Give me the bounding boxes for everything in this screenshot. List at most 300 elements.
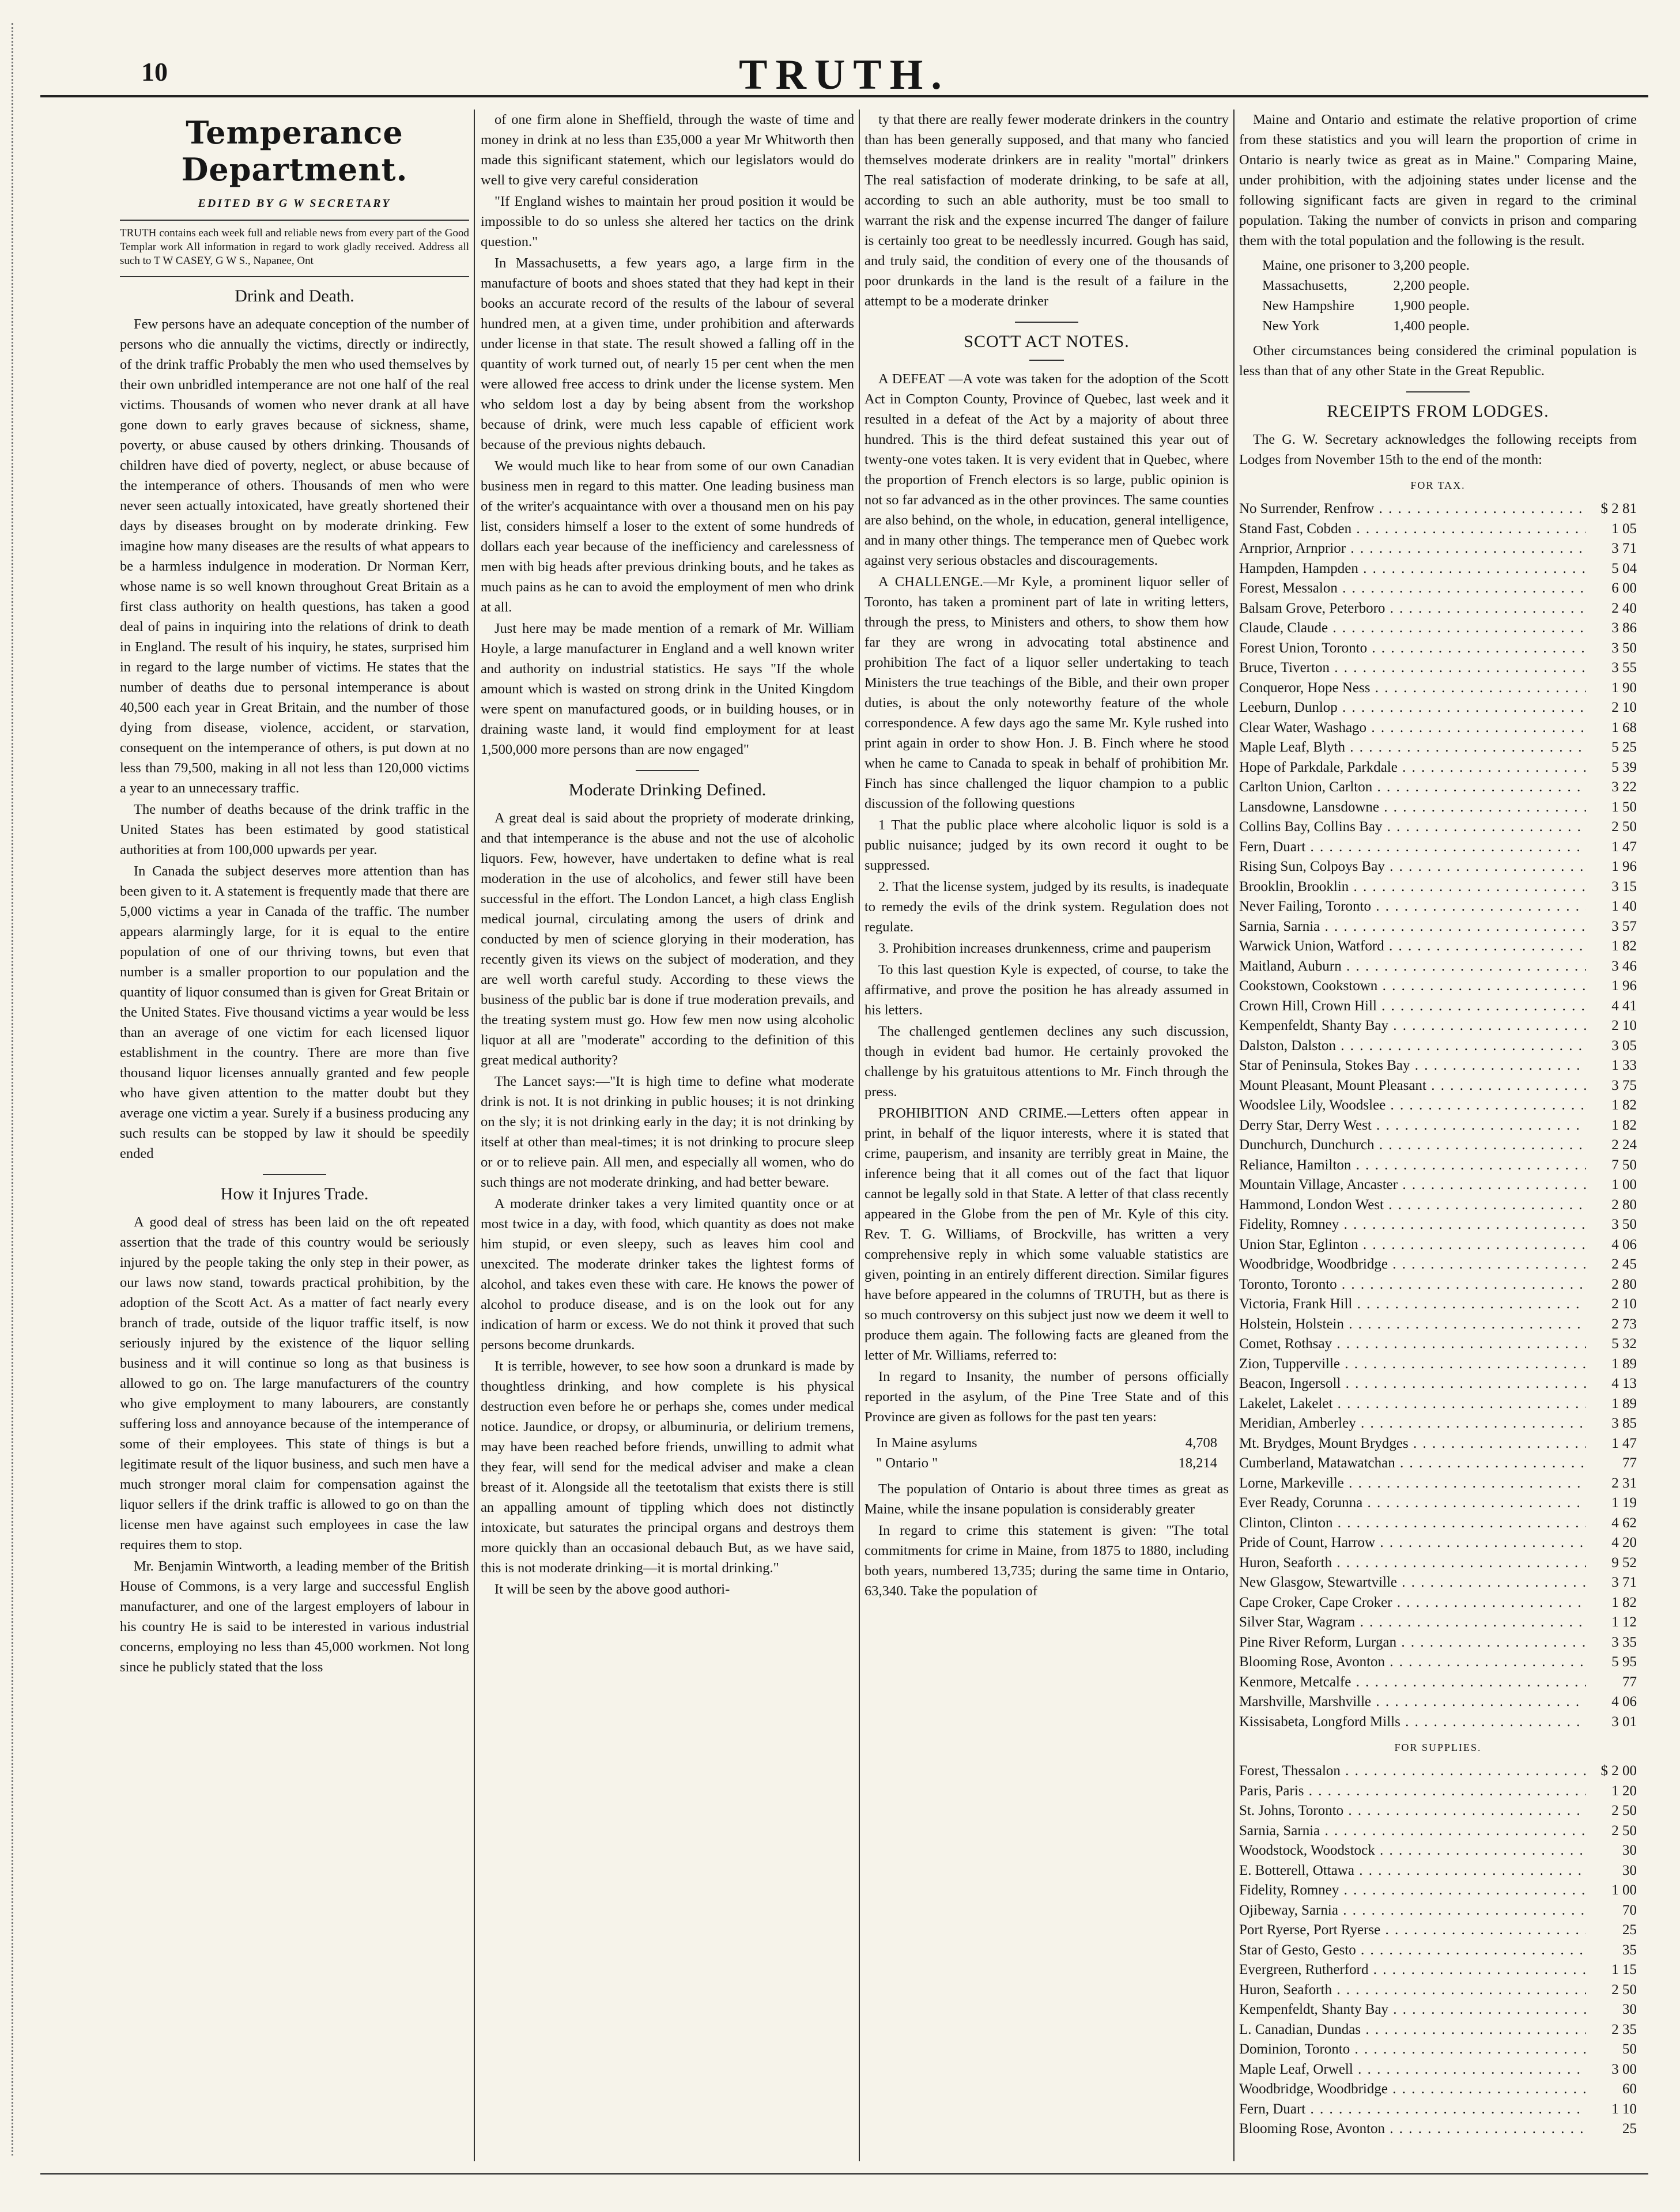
lodge-name: Blooming Rose, Avonton . . . — [1239, 2119, 1586, 2139]
lodge-name: Mountain Village, Ancaster . . . — [1239, 1175, 1586, 1195]
lodge-name: Woodbridge, Woodbridge . . . — [1239, 2079, 1586, 2100]
receipt-amount: 2 40 — [1611, 600, 1637, 616]
lodge-name: Never Failing, Toronto . . . — [1239, 897, 1586, 917]
prison-row — [1262, 275, 1470, 296]
receipt-amount: 3 75 — [1611, 1077, 1637, 1093]
article-body-scott-act-notes — [864, 369, 1229, 1427]
footer-rule — [40, 2173, 1648, 2175]
article-body-continued — [864, 110, 1229, 311]
receipt-row — [1239, 1454, 1637, 1474]
column-4 — [1239, 110, 1637, 2161]
lodge-name: Ojibeway, Sarnia . . . — [1239, 1901, 1586, 1921]
receipt-amount: 3 50 — [1611, 1217, 1637, 1232]
receipt-amount: 3 57 — [1611, 918, 1637, 934]
article-body-continued — [481, 110, 854, 760]
column-rule — [859, 110, 860, 2161]
article-title-how-it-injures-trade: How it Injures Trade. — [220, 1184, 369, 1203]
lodge-name: Rising Sun, Colpoys Bay . . . — [1239, 857, 1586, 877]
receipt-amount: 1 82 — [1611, 1594, 1637, 1610]
lodge-name: Dalston, Dalston . . . — [1239, 1036, 1586, 1056]
paragraph: Mr. Benjamin Wintworth, a leading member of the British House of Commons, is a very large and successful English manufacturer, and one of the largest employers of labour in his country He is said to be interested in various industrial concerns, employing no less than 45,000 workmen. Not long since he publicly stated that the loss — [120, 1558, 469, 1675]
receipt-row — [1239, 599, 1637, 619]
receipt-amount: 3 55 — [1611, 660, 1637, 675]
receipt-amount: 3 00 — [1611, 2061, 1637, 2077]
receipt-amount: 2 10 — [1611, 1296, 1637, 1312]
paragraph: Other circumstances being considered the criminal population is less than that of any other State in the Great Republic. — [1239, 343, 1637, 379]
lodge-name: Blooming Rose, Avonton . . . — [1239, 1652, 1586, 1673]
lodge-name: Forest, Messalon . . . — [1239, 579, 1586, 599]
lodge-name: Ever Ready, Corunna . . . — [1239, 1493, 1586, 1513]
receipt-row — [1239, 1334, 1637, 1354]
receipt-row — [1239, 1315, 1637, 1335]
receipts-title: RECEIPTS FROM LODGES. — [1327, 402, 1549, 421]
lodge-name: Cape Croker, Cape Croker . . . — [1239, 1593, 1586, 1613]
lodge-name: Hampden, Hampden . . . — [1239, 559, 1586, 579]
lodge-name: Hope of Parkdale, Parkdale . . . — [1239, 758, 1586, 778]
lodge-name: Maple Leaf, Orwell . . . — [1239, 2060, 1586, 2080]
receipt-amount: 2 50 — [1611, 1803, 1637, 1818]
lodge-name: Kissisabeta, Longford Mills . . . — [1239, 1712, 1586, 1732]
receipt-row — [1239, 639, 1637, 659]
receipt-amount: 60 — [1622, 2081, 1637, 2097]
receipt-row — [1239, 996, 1637, 1017]
lodge-name: Lakelet, Lakelet . . . — [1239, 1394, 1586, 1414]
receipt-amount: 3 86 — [1611, 620, 1637, 636]
receipt-row — [1239, 1980, 1637, 2000]
paragraph: We would much like to hear from some of our own Canadian business men in regard to this matter. One leading business man of the writer's acquaintance with over a thousand men on his pay list, considers himself a loser to the extent of some hundreds of dollars each year because of the inefficiency and carelessness of men with big heads after previous drinking bouts, and he takes as much pains as he can to avoid the employment of men who drink at all. — [481, 458, 854, 615]
prison-row-label: Massachusetts, — [1262, 278, 1347, 293]
paragraph: Just here may be made mention of a remark of Mr. William Hoyle, a large manufacturer in England and a well known writer and authority on industrial statistics. He says "If the whole amount which is wasted on strong drink in the United Kingdom were spent on manufactured goods, or in building houses, or in draining waste land, it would find employment for at least 1,500,000 more persons than are now engaged" — [481, 621, 854, 757]
receipt-amount: 30 — [1622, 2002, 1637, 2017]
receipt-amount: 3 35 — [1611, 1634, 1637, 1650]
paragraph: Maine and Ontario and estimate the relative proportion of crime from these statistics and you will learn the proportion of crime in Ontario is nearly twice as great as in Maine." Comparing Maine, under prohibition, with the adjoining states under license and the following significant facts are given in regard to the criminal population. Taking the number of convicts in prison and comparing them with the total population and the following is the result. — [1239, 112, 1637, 248]
divider — [263, 1174, 326, 1175]
receipt-row — [1239, 1712, 1637, 1732]
receipt-amount: 1 68 — [1611, 719, 1637, 735]
receipt-row — [1239, 1941, 1637, 1961]
receipt-amount: 6 00 — [1611, 580, 1637, 596]
receipt-amount: 50 — [1622, 2041, 1637, 2057]
receipt-row — [1239, 1434, 1637, 1454]
receipt-row — [1239, 1016, 1637, 1036]
lodge-name: Port Ryerse, Port Ryerse . . . — [1239, 1920, 1586, 1941]
receipt-row — [1239, 1881, 1637, 1901]
receipt-amount: 3 71 — [1611, 541, 1637, 556]
receipt-amount: $ 2 81 — [1600, 501, 1637, 516]
lodge-name: Crown Hill, Crown Hill . . . — [1239, 996, 1586, 1017]
divider — [636, 770, 699, 771]
receipt-amount: 4 06 — [1611, 1236, 1637, 1252]
paragraph: ty that there are really fewer moderate drinkers in the country than has been generally supposed, and that many who fancied themselves moderate drinkers are in reality "mortal" drinkers The real satisfaction of moderate drinking, to be safe at all, according to such an able authority, must be too small to warrant the risk and the expense incurred The danger of failure is certainly too great to be needlessly incurred. Gough has said, and truly said, the condition of every one of the thousands of poor drunkards in the land is the result of a failure in the attempt to be a moderate drinker — [864, 112, 1229, 309]
article-body-continued — [1239, 110, 1637, 251]
lodge-name: Comet, Rothsay . . . — [1239, 1334, 1586, 1354]
lodge-name: Sarnia, Sarnia . . . — [1239, 917, 1586, 937]
receipt-row — [1239, 1116, 1637, 1136]
paragraph: To this last question Kyle is expected, of course, to take the affirmative, and prove the position he has already assumed in his letters. — [864, 962, 1229, 1018]
lodge-name: Clinton, Clinton . . . — [1239, 1513, 1586, 1534]
receipt-amount: 2 10 — [1611, 700, 1637, 715]
asylum-row-label: In Maine asylums — [876, 1435, 977, 1451]
column-3 — [864, 110, 1229, 2161]
receipt-row — [1239, 539, 1637, 559]
prison-row — [1262, 296, 1470, 316]
lodge-name: Kempenfeldt, Shanty Bay . . . — [1239, 1016, 1586, 1036]
lodge-name: Pride of Count, Harrow . . . — [1239, 1533, 1586, 1553]
receipt-row — [1239, 1633, 1637, 1653]
paragraph: The challenged gentlemen declines any such discussion, though in evident bad humor. He certainly provoked the challenge by his gratuitous attentions to Mr. Finch through the press. — [864, 1024, 1229, 1100]
column-2 — [481, 110, 854, 2161]
receipt-row — [1239, 897, 1637, 917]
lodge-name: Victoria, Frank Hill . . . — [1239, 1294, 1586, 1315]
lodge-name: Cookstown, Cookstown . . . — [1239, 976, 1586, 996]
receipt-row — [1239, 1920, 1637, 1941]
receipt-row — [1239, 1414, 1637, 1434]
lodge-name: Forest Union, Toronto . . . — [1239, 639, 1586, 659]
receipt-row — [1239, 1553, 1637, 1573]
receipt-row — [1239, 777, 1637, 798]
lodge-name: New Glasgow, Stewartville . . . — [1239, 1573, 1586, 1593]
article-title-scott-act-notes: SCOTT ACT NOTES. — [964, 332, 1130, 351]
receipt-amount: 25 — [1622, 1922, 1637, 1938]
receipt-row — [1239, 1513, 1637, 1534]
receipt-row — [1239, 2060, 1637, 2080]
receipt-amount: 3 50 — [1611, 640, 1637, 656]
asylum-row-value: 4,708 — [1185, 1435, 1217, 1451]
receipt-row — [1239, 1195, 1637, 1216]
lodge-name: Warwick Union, Watford . . . — [1239, 937, 1586, 957]
receipt-row — [1239, 1613, 1637, 1633]
lodge-name: Conqueror, Hope Ness . . . — [1239, 678, 1586, 699]
paragraph: A great deal is said about the propriety of moderate drinking, and that intemperance is the abuse and not the use of alcoholic liquors. Few, however, have undertaken to define what is real moderation in the use of alcoholics, and fewer still have been successful in the effort. The London Lancet, a high class English medical journal, circulating among the users of drink and conducted by men of science glorying in their moderation, has recently given its views on the subject of moderation, and they are well worth careful study. According to these views the business of the public bar is done if true moderation prevails, and the treating system must go. How few men now using alcoholic liquor at all are "moderate" according to the definition of this great medical authority? — [481, 810, 854, 1068]
lodge-name: Woodslee Lily, Woodslee . . . — [1239, 1096, 1586, 1116]
prison-row-value: 2,200 people. — [1393, 278, 1470, 293]
lodge-name: Woodstock, Woodstock . . . — [1239, 1841, 1586, 1861]
receipt-amount: 1 33 — [1611, 1058, 1637, 1073]
paragraph: In regard to Insanity, the number of persons officially reported in the asylum, of the Pine Tree State and of this Province are given as follows for the past ten years: — [864, 1369, 1229, 1425]
paragraph: PROHIBITION AND CRIME.—Letters often appear in print, in behalf of the liquor interests, where it is stated that crime, pauperism, and insanity are terribly great in Maine, the inference being that it all comes out of the fact that liquor cannot be legally sold in that State. A letter of that class recently appeared in the Globe from the pen of Mr. Kyle of this city. Rev. T. G. Williams, of Brockville, has written a very comprehensive reply in which some valuable statistics are given, pointing in an entirely different direction. Similar figures have before appeared in the columns of TRUTH, but as there is so much controversy on this subject just now we deem it well to produce them again. The following facts are gleaned from the letter of Mr. Williams, referred to: — [864, 1105, 1229, 1363]
receipt-row — [1239, 1156, 1637, 1176]
divider — [1406, 391, 1470, 392]
receipt-row — [1239, 1801, 1637, 1821]
receipt-row — [1239, 1861, 1637, 1881]
receipt-amount: 1 90 — [1611, 680, 1637, 696]
lodge-name: Fern, Duart . . . — [1239, 2100, 1586, 2120]
lodge-name: Paris, Paris . . . — [1239, 1781, 1586, 1802]
lodge-name: Cumberland, Matawatchan . . . — [1239, 1454, 1586, 1474]
receipt-row — [1239, 798, 1637, 818]
receipt-row — [1239, 1076, 1637, 1096]
receipt-amount: 2 35 — [1611, 2021, 1637, 2037]
receipt-amount: 4 13 — [1611, 1376, 1637, 1391]
lodge-name: L. Canadian, Dundas . . . — [1239, 2020, 1586, 2040]
receipt-row — [1239, 738, 1637, 758]
receipt-amount: 1 96 — [1611, 859, 1637, 874]
receipt-row — [1239, 1474, 1637, 1494]
paragraph: The Lancet says:—"It is high time to define what moderate drink is not. It is not drinking in public houses; it is not drinking on the sly; it is not drinking early in the day; it is not drinking by itself at other than meal-times; it is not drinking to procure sleep or or to relieve pain. All men, and especially all women, who do such things are not moderate drinking, and had better beware. — [481, 1074, 854, 1190]
paragraph: A DEFEAT —A vote was taken for the adoption of the Scott Act in Compton County, Province of Quebec, last week and it resulted in a defeat of the Act by a majority of about three hundred. This is the third defeat sustained this year out of twenty-one votes taken. It is very evident that in Quebec, where the proportion of French electors is so large, public opinion is not so far advanced as in the other provinces. The same counties are also behind, on the whole, in education, general intelligence, and in many other things. The temperance men of Quebec work against very serious obstacles and discouragements. — [864, 371, 1229, 568]
receipt-amount: 9 52 — [1611, 1554, 1637, 1571]
receipt-amount: 1 05 — [1611, 520, 1637, 537]
receipt-amount: 3 15 — [1611, 878, 1637, 894]
receipt-row — [1239, 758, 1637, 778]
receipt-row — [1239, 2100, 1637, 2120]
receipt-amount: 70 — [1622, 1902, 1637, 1918]
receipt-row — [1239, 1493, 1637, 1513]
lodge-name: Kenmore, Metcalfe . . . — [1239, 1673, 1586, 1693]
receipt-amount: 77 — [1622, 1455, 1637, 1471]
receipt-row — [1239, 1255, 1637, 1275]
lodge-name: Mount Pleasant, Mount Pleasant . . . — [1239, 1076, 1586, 1096]
receipt-amount: 2 10 — [1611, 1018, 1637, 1033]
divider — [1029, 360, 1064, 361]
receipt-amount: 30 — [1622, 1843, 1637, 1858]
receipt-row — [1239, 976, 1637, 996]
paragraph: In regard to crime this statement is given: "The total commitments for crime in Maine, from 1875 to 1880, including both years, numbered 13,735; during the same time in Ontario, 63,340. Take the population of — [864, 1523, 1229, 1599]
receipt-amount: 77 — [1622, 1674, 1637, 1690]
receipt-row — [1239, 1294, 1637, 1315]
receipt-row — [1239, 837, 1637, 858]
receipt-amount: 1 96 — [1611, 978, 1637, 994]
lodge-name: Fidelity, Romney . . . — [1239, 1215, 1586, 1235]
receipt-amount: 2 45 — [1611, 1256, 1637, 1272]
article-title-moderate-drinking: Moderate Drinking Defined. — [568, 780, 767, 799]
receipt-amount: 3 05 — [1611, 1037, 1637, 1054]
paragraph: A good deal of stress has been laid on the oft repeated assertion that the trade of this country would be seriously injured by the people taking the only step in their power, as our laws now stand, towards practical prohibition, by the adoption of the Scott Act. As a matter of fact nearly every branch of trade, outside of the liquor traffic itself, is now seriously injured by the existence of the liquor selling business and it will continue so long as that business is allowed to go on. The large manufacturers of the country who give employment to many labourers, are constantly suffering loss and annoyance because of the intemperance of some of their employees. This state of things is but a legitimate result of the liquor business, and such men have a much stronger moral claim for compensation against the liquor sellers if the drink traffic is allowed to go on than the license men have against such employees in case the law requires them to stop. — [120, 1214, 469, 1553]
lodge-name: Maitland, Auburn . . . — [1239, 957, 1586, 977]
prison-statistics-table — [1262, 255, 1470, 336]
receipt-row — [1239, 1235, 1637, 1255]
receipt-amount: 7 50 — [1611, 1157, 1637, 1173]
article-body-drink-and-death — [120, 314, 469, 1164]
receipt-row — [1239, 2079, 1637, 2100]
lodge-name: Derry Star, Derry West . . . — [1239, 1116, 1586, 1136]
lodge-name: St. Johns, Toronto . . . — [1239, 1801, 1586, 1821]
receipt-row — [1239, 877, 1637, 897]
lodge-name: Collins Bay, Collins Bay . . . — [1239, 817, 1586, 837]
asylum-row — [876, 1433, 1217, 1453]
receipt-row — [1239, 1781, 1637, 1802]
prison-row-label: Maine, one prisoner to — [1262, 258, 1390, 273]
divider — [120, 276, 469, 277]
receipt-row — [1239, 1960, 1637, 1980]
lodge-name: Arnprior, Arnprior . . . — [1239, 539, 1586, 559]
page-gutter-mark — [12, 23, 33, 2156]
receipt-row — [1239, 559, 1637, 579]
lodge-name: Meridian, Amberley . . . — [1239, 1414, 1586, 1434]
for-tax-list — [1239, 499, 1637, 1732]
article-body-how-it-injures-trade — [120, 1212, 469, 1677]
lodge-name: Hammond, London West . . . — [1239, 1195, 1586, 1216]
receipt-row — [1239, 1533, 1637, 1553]
lodge-name: Sarnia, Sarnia . . . — [1239, 1821, 1586, 1841]
column-rule — [474, 110, 475, 2161]
receipt-row — [1239, 957, 1637, 977]
receipt-amount: 1 89 — [1611, 1395, 1637, 1411]
paragraph: Few persons have an adequate conception of the number of persons who die annually the victims, directly or indirectly, of the drink traffic Probably the men who used themselves by their own unbridled intemperance are not one half of the real victims. Thousands of women who never drank at all have gone down to early graves because of sickness, shame, poverty, or abuse caused by others drinking. Thousands of children have died of poverty, neglect, or abuse because of the intemperance of others. Thousands of men who were never seen actually intoxicated, have greatly shortened their days by diseases brought on by moderate drinking. Few imagine how many diseases are the results of what appears to be a harmless indulgence in moderation. Dr Norman Kerr, whose name is so well known throughout Great Britain as a first class authority on health questions, has taken a good deal of pains in inquiring into the relations of drink to death in England. The result of his inquiry, he states, surprised him in regard to the large number of victims. He states that the number of deaths due to personal intemperance is about 40,500 each year in Great Britain, and the number of those dying from disease, violence, accident, or starvation, consequent on the intemperance of others, is put down at no less than 79,500, making in all not less than 120,000 victims a year to an unnecessary traffic. — [120, 316, 469, 796]
receipt-amount: 4 06 — [1611, 1694, 1637, 1709]
lodge-name: Balsam Grove, Peterboro . . . — [1239, 599, 1586, 619]
lodge-name: Silver Star, Wagram . . . — [1239, 1613, 1586, 1633]
receipt-amount: 35 — [1622, 1942, 1637, 1958]
lodge-name: Forest, Thessalon . . . — [1239, 1761, 1586, 1781]
receipt-amount: 5 25 — [1611, 739, 1637, 755]
lodge-name: Leeburn, Dunlop . . . — [1239, 698, 1586, 718]
lodge-name: Star of Peninsula, Stokes Bay . . . — [1239, 1056, 1586, 1076]
masthead-title: TRUTH. — [739, 51, 950, 99]
receipt-row — [1239, 1096, 1637, 1116]
article-title-drink-and-death: Drink and Death. — [235, 286, 354, 305]
lodge-name: Dunchurch, Dunchurch . . . — [1239, 1135, 1586, 1156]
lodge-name: Claude, Claude . . . — [1239, 618, 1586, 639]
receipt-row — [1239, 1175, 1637, 1195]
receipt-amount: 1 40 — [1611, 899, 1637, 914]
receipt-amount: 30 — [1622, 1862, 1637, 1878]
lodge-name: Evergreen, Rutherford . . . — [1239, 1960, 1586, 1980]
receipt-row — [1239, 1901, 1637, 1921]
receipt-row — [1239, 698, 1637, 718]
receipt-amount: 1 15 — [1611, 1962, 1637, 1977]
receipt-amount: $ 2 00 — [1600, 1763, 1637, 1779]
lodge-name: Bruce, Tiverton . . . — [1239, 658, 1586, 678]
paragraph: In Canada the subject deserves more attention than has been given to it. A statement is frequently made that there are 5,000 victims a year in Canada of the traffic. The number appears alarmingly large, for it is equal to the entire population of one of our thriving towns, but even that number is a smaller proportion to our population and the quantity of liquor consumed than is given for Great Britain or the United States. Five thousand victims a year would be less than an average of one victim for each licensed liquor establishment in the country. There are more than five thousand liquor licenses annually granted and few people who have given attention to the matter doubt but they average one victim a year. Surely if a business producing any such results can be stopped by law it should be speedily ended — [120, 863, 469, 1161]
asylum-row — [876, 1453, 1217, 1473]
edited-by-line: EDITED BY G W SECRETARY — [198, 197, 391, 210]
lodge-name: Lorne, Markeville . . . — [1239, 1474, 1586, 1494]
lodge-name: Kempenfeldt, Shanty Bay . . . — [1239, 2000, 1586, 2020]
receipt-amount: 1 47 — [1611, 839, 1637, 855]
receipt-row — [1239, 937, 1637, 957]
divider — [1015, 322, 1078, 323]
receipt-amount: 5 04 — [1611, 560, 1637, 576]
asylum-row-label: " Ontario " — [876, 1455, 938, 1471]
lodge-name: Marshville, Marshville . . . — [1239, 1692, 1586, 1712]
paragraph: 1 That the public place where alcoholic liquor is sold is a public nuisance; judged by its own record it ought to be suppressed. — [864, 817, 1229, 873]
lodge-name: Maple Leaf, Blyth . . . — [1239, 738, 1586, 758]
department-title: Temperance Department. — [181, 114, 408, 188]
receipt-row — [1239, 1374, 1637, 1394]
receipt-row — [1239, 1215, 1637, 1235]
receipt-amount: 1 12 — [1611, 1614, 1637, 1630]
receipt-row — [1239, 579, 1637, 599]
receipt-amount: 2 50 — [1611, 1822, 1637, 1839]
receipt-row — [1239, 817, 1637, 837]
receipt-row — [1239, 718, 1637, 738]
paragraph: "If England wishes to maintain her proud position it would be impossible to do so unless she altered her tactics on the drink question." — [481, 194, 854, 250]
receipt-row — [1239, 1673, 1637, 1693]
receipt-row — [1239, 1036, 1637, 1056]
prison-row-label: New Hampshire — [1262, 298, 1354, 314]
receipt-amount: 1 82 — [1611, 1117, 1637, 1133]
prison-row-value: 3,200 people. — [1393, 258, 1470, 273]
page-number: 10 — [141, 57, 168, 86]
prison-row — [1262, 316, 1470, 336]
receipt-row — [1239, 2020, 1637, 2040]
receipt-amount: 1 47 — [1611, 1435, 1637, 1451]
lodge-name: Toronto, Toronto . . . — [1239, 1275, 1586, 1295]
receipt-row — [1239, 1692, 1637, 1712]
receipt-amount: 3 71 — [1611, 1575, 1637, 1590]
lodge-name: No Surrender, Renfrow . . . — [1239, 499, 1586, 519]
asylum-row-value: 18,214 — [1178, 1455, 1217, 1471]
receipt-row — [1239, 1821, 1637, 1841]
receipt-amount: 3 46 — [1611, 958, 1637, 974]
lodge-name: Fern, Duart . . . — [1239, 837, 1586, 858]
prison-row-value: 1,900 people. — [1393, 298, 1470, 314]
lodge-name: Beacon, Ingersoll . . . — [1239, 1374, 1586, 1394]
receipt-row — [1239, 1841, 1637, 1861]
receipt-row — [1239, 519, 1637, 539]
receipt-amount: 4 20 — [1611, 1535, 1637, 1550]
column-rule — [1233, 110, 1234, 2161]
lodge-name: Woodbridge, Woodbridge . . . — [1239, 1255, 1586, 1275]
lodge-name: Huron, Seaforth . . . — [1239, 1980, 1586, 2000]
lodge-name: Fidelity, Romney . . . — [1239, 1881, 1586, 1901]
receipt-amount: 2 50 — [1611, 819, 1637, 835]
receipt-row — [1239, 2119, 1637, 2139]
lodge-name: Union Star, Eglinton . . . — [1239, 1235, 1586, 1255]
paragraph: A CHALLENGE.—Mr Kyle, a prominent liquor seller of Toronto, has taken a prominent part of late in writing letters, through the press, to Ministers and others, to show them how far they are wrong in advocating total abstinence and prohibition The fact of a liquor seller undertaking to teach Ministers the true teachings of the Bible, and their own proper duties, is about the only noteworthy feature of the whole correspondence. A few days ago the same Mr. Kyle rushed into print again in order to show Hon. J. B. Finch where he stood when he came to Canada to speak in behalf of prohibition Mr. Finch has since challenged the liquor champion to a public discussion of the following questions — [864, 574, 1229, 811]
paragraph: of one firm alone in Sheffield, through the waste of time and money in drink at no less than £35,000 a year Mr Whitworth then made this significant statement, which our legislators would do well to give very careful consideration — [481, 112, 854, 188]
article-body-continued — [1239, 341, 1637, 381]
receipt-row — [1239, 1573, 1637, 1593]
intro-note: TRUTH contains each week full and reliable news from every part of the Good Templar work All information in regard to work gladly received. Address all such to T W CASEY, G W S., Napanee, Ont — [120, 227, 469, 267]
paragraph: The population of Ontario is about three times as great as Maine, while the insane population is considerably greater — [864, 1481, 1229, 1517]
receipt-amount: 25 — [1622, 2121, 1637, 2136]
asylum-statistics-table — [876, 1433, 1217, 1473]
for-supplies-list — [1239, 1761, 1637, 2139]
lodge-name: Brooklin, Brooklin . . . — [1239, 877, 1586, 897]
receipt-row — [1239, 2000, 1637, 2020]
receipt-amount: 1 00 — [1611, 1882, 1637, 1898]
lodge-name: Huron, Seaforth . . . — [1239, 1553, 1586, 1573]
prison-row-label: New York — [1262, 318, 1320, 334]
receipt-amount: 2 31 — [1611, 1475, 1637, 1491]
receipt-row — [1239, 917, 1637, 937]
receipt-row — [1239, 1593, 1637, 1613]
paragraph: It is terrible, however, to see how soon a drunkard is made by thoughtless drinking, and how complete is his physical destruction even before he or perhaps she, comes under medical notice. Jaundice, or dropsy, or albuminuria, or delirium tremens, may have been reached before friends, unwilling to admit what they fear, will send for the medical adviser and make a clean breast of it. Alongside all the teetotalism that exists there is still an appalling amount of tippling which does not distinctly intoxicate, but saturates the principal organs and destroys them more quickly than an occasional debauch But, as we have said, this is not moderate drinking—it is mortal drinking." — [481, 1358, 854, 1576]
paragraph: The number of deaths because of the drink traffic in the United States has been estimated by good statistical authorities at from 100,000 upwards per year. — [120, 802, 469, 858]
lodge-name: Carlton Union, Carlton . . . — [1239, 777, 1586, 798]
paragraph: 2. That the license system, judged by its results, is inadequate to remedy the evils of the drink system. Regulation does not regulate. — [864, 879, 1229, 935]
lodge-name: Reliance, Hamilton . . . — [1239, 1156, 1586, 1176]
receipt-row — [1239, 2040, 1637, 2060]
receipt-amount: 5 32 — [1611, 1336, 1637, 1352]
lodge-name: Clear Water, Washago . . . — [1239, 718, 1586, 738]
receipt-row — [1239, 1761, 1637, 1781]
receipt-amount: 5 95 — [1611, 1654, 1637, 1670]
receipt-amount: 2 73 — [1611, 1316, 1637, 1332]
receipt-row — [1239, 678, 1637, 699]
article-body-continued — [864, 1479, 1229, 1601]
article-body-moderate-drinking — [481, 808, 854, 1599]
lodge-name: Zion, Tupperville . . . — [1239, 1354, 1586, 1375]
receipt-amount: 4 62 — [1611, 1515, 1637, 1531]
lodge-name: Mt. Brydges, Mount Brydges . . . — [1239, 1434, 1586, 1454]
receipt-amount: 2 80 — [1611, 1276, 1637, 1292]
paragraph: A moderate drinker takes a very limited quantity once or at most twice in a day, with food, which quantity as does not make him stupid, or even sleepy, such as leaves him cool and unexcited. The moderate drinker takes the lightest forms of alcohol, and takes even these with care. He knows the power of alcohol to produce disease, and is on the look out for any indication of harm or excess. We do not think it proved that such persons become drunkards. — [481, 1196, 854, 1353]
lodge-name: Stand Fast, Cobden . . . — [1239, 519, 1586, 539]
receipt-row — [1239, 618, 1637, 639]
receipt-amount: 2 24 — [1611, 1137, 1637, 1153]
receipt-amount: 5 39 — [1611, 759, 1637, 775]
receipt-amount: 4 41 — [1611, 998, 1637, 1014]
receipt-amount: 3 85 — [1611, 1415, 1637, 1431]
receipt-amount: 1 10 — [1611, 2101, 1637, 2117]
receipt-row — [1239, 857, 1637, 877]
receipt-amount: 1 82 — [1611, 1097, 1637, 1113]
receipt-amount: 1 82 — [1611, 938, 1637, 954]
receipt-amount: 3 22 — [1611, 779, 1637, 795]
